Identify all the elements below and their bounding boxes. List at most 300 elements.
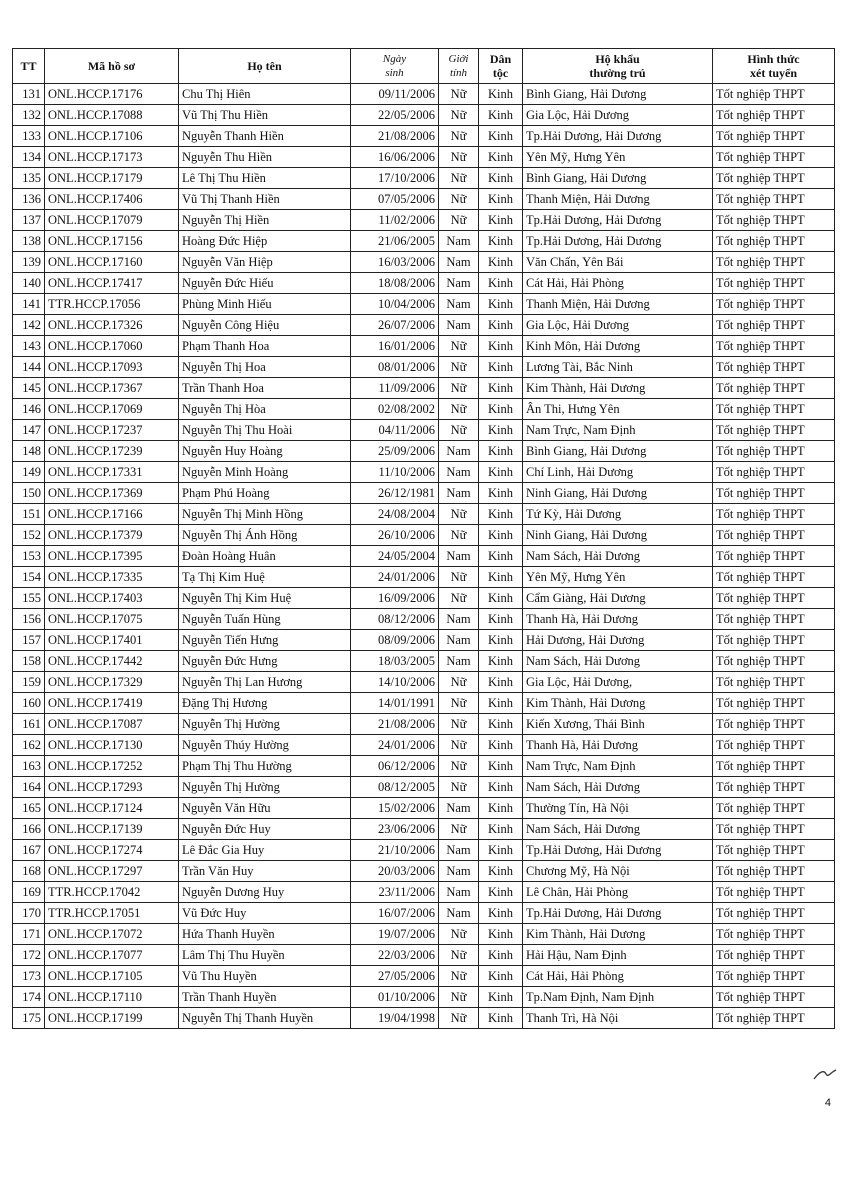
cell-code: ONL.HCCP.17369 [45, 483, 179, 504]
cell-ethnic: Kinh [479, 1008, 523, 1029]
cell-code: ONL.HCCP.17179 [45, 168, 179, 189]
cell-gender: Nữ [439, 147, 479, 168]
cell-code: ONL.HCCP.17105 [45, 966, 179, 987]
cell-method: Tốt nghiệp THPT [713, 147, 835, 168]
table-row [13, 210, 835, 231]
cell-name: Nguyễn Thị Hòa [179, 399, 351, 420]
cell-dob: 21/08/2006 [351, 126, 439, 147]
cell-ethnic: Kinh [479, 672, 523, 693]
cell-address: Văn Chấn, Yên Bái [523, 252, 713, 273]
cell-address: Kim Thành, Hải Dương [523, 924, 713, 945]
table-row [13, 105, 835, 126]
cell-ethnic: Kinh [479, 567, 523, 588]
cell-tt: 149 [13, 462, 45, 483]
header-dob-line2: sinh [385, 67, 404, 79]
cell-code: ONL.HCCP.17077 [45, 945, 179, 966]
cell-code: ONL.HCCP.17379 [45, 525, 179, 546]
cell-code: ONL.HCCP.17060 [45, 336, 179, 357]
cell-tt: 174 [13, 987, 45, 1008]
cell-ethnic: Kinh [479, 651, 523, 672]
cell-gender: Nữ [439, 588, 479, 609]
cell-method: Tốt nghiệp THPT [713, 651, 835, 672]
cell-code: ONL.HCCP.17293 [45, 777, 179, 798]
cell-method: Tốt nghiệp THPT [713, 672, 835, 693]
cell-ethnic: Kinh [479, 777, 523, 798]
cell-address: Chí Linh, Hải Dương [523, 462, 713, 483]
cell-tt: 134 [13, 147, 45, 168]
cell-address: Bình Giang, Hải Dương [523, 168, 713, 189]
cell-address: Kinh Môn, Hải Dương [523, 336, 713, 357]
cell-method: Tốt nghiệp THPT [713, 798, 835, 819]
cell-dob: 16/06/2006 [351, 147, 439, 168]
header-gender-line2: tính [449, 67, 468, 79]
cell-method: Tốt nghiệp THPT [713, 609, 835, 630]
table-row [13, 84, 835, 105]
table-row [13, 651, 835, 672]
table-row [13, 777, 835, 798]
cell-tt: 148 [13, 441, 45, 462]
cell-tt: 141 [13, 294, 45, 315]
cell-method: Tốt nghiệp THPT [713, 294, 835, 315]
cell-method: Tốt nghiệp THPT [713, 252, 835, 273]
cell-code: ONL.HCCP.17403 [45, 588, 179, 609]
page-number: 4 [824, 1097, 831, 1109]
table-row [13, 987, 835, 1008]
cell-code: ONL.HCCP.17106 [45, 126, 179, 147]
cell-ethnic: Kinh [479, 630, 523, 651]
table-row [13, 966, 835, 987]
cell-tt: 166 [13, 819, 45, 840]
cell-address: Nam Sách, Hải Dương [523, 546, 713, 567]
cell-address: Tp.Hải Dương, Hải Dương [523, 231, 713, 252]
cell-tt: 131 [13, 84, 45, 105]
cell-method: Tốt nghiệp THPT [713, 315, 835, 336]
table-row [13, 525, 835, 546]
header-gender [439, 49, 479, 84]
table-row [13, 819, 835, 840]
cell-ethnic: Kinh [479, 525, 523, 546]
cell-ethnic: Kinh [479, 903, 523, 924]
cell-code: ONL.HCCP.17239 [45, 441, 179, 462]
cell-address: Kim Thành, Hải Dương [523, 693, 713, 714]
cell-ethnic: Kinh [479, 546, 523, 567]
cell-gender: Nữ [439, 756, 479, 777]
cell-tt: 159 [13, 672, 45, 693]
cell-gender: Nam [439, 441, 479, 462]
cell-ethnic: Kinh [479, 945, 523, 966]
cell-ethnic: Kinh [479, 231, 523, 252]
cell-code: ONL.HCCP.17252 [45, 756, 179, 777]
cell-address: Thanh Hà, Hải Dương [523, 609, 713, 630]
cell-address: Thanh Hà, Hải Dương [523, 735, 713, 756]
cell-tt: 167 [13, 840, 45, 861]
cell-name: Phùng Minh Hiếu [179, 294, 351, 315]
cell-dob: 24/01/2006 [351, 735, 439, 756]
cell-dob: 08/12/2005 [351, 777, 439, 798]
cell-code: ONL.HCCP.17401 [45, 630, 179, 651]
cell-method: Tốt nghiệp THPT [713, 945, 835, 966]
cell-gender: Nữ [439, 105, 479, 126]
header-dob-line1: Ngày [382, 53, 407, 65]
cell-address: Thanh Miện, Hải Dương [523, 294, 713, 315]
header-method-line2: xét tuyển [750, 66, 797, 80]
cell-code: ONL.HCCP.17166 [45, 504, 179, 525]
cell-address: Gia Lộc, Hải Dương [523, 315, 713, 336]
cell-ethnic: Kinh [479, 966, 523, 987]
cell-gender: Nữ [439, 1008, 479, 1029]
cell-method: Tốt nghiệp THPT [713, 231, 835, 252]
cell-tt: 154 [13, 567, 45, 588]
cell-address: Thanh Miện, Hải Dương [523, 189, 713, 210]
cell-ethnic: Kinh [479, 588, 523, 609]
cell-dob: 17/10/2006 [351, 168, 439, 189]
cell-method: Tốt nghiệp THPT [713, 693, 835, 714]
table-row [13, 462, 835, 483]
cell-code: TTR.HCCP.17042 [45, 882, 179, 903]
cell-tt: 156 [13, 609, 45, 630]
cell-tt: 170 [13, 903, 45, 924]
cell-address: Tp.Hải Dương, Hải Dương [523, 126, 713, 147]
cell-method: Tốt nghiệp THPT [713, 105, 835, 126]
cell-tt: 146 [13, 399, 45, 420]
cell-ethnic: Kinh [479, 147, 523, 168]
cell-code: TTR.HCCP.17051 [45, 903, 179, 924]
cell-ethnic: Kinh [479, 126, 523, 147]
cell-address: Thanh Trì, Hà Nội [523, 1008, 713, 1029]
cell-gender: Nam [439, 315, 479, 336]
cell-tt: 162 [13, 735, 45, 756]
cell-ethnic: Kinh [479, 252, 523, 273]
cell-address: Ninh Giang, Hải Dương [523, 483, 713, 504]
table-row [13, 315, 835, 336]
cell-dob: 21/06/2005 [351, 231, 439, 252]
cell-code: TTR.HCCP.17056 [45, 294, 179, 315]
cell-dob: 16/09/2006 [351, 588, 439, 609]
cell-ethnic: Kinh [479, 210, 523, 231]
table-row [13, 945, 835, 966]
cell-ethnic: Kinh [479, 840, 523, 861]
cell-gender: Nam [439, 609, 479, 630]
cell-method: Tốt nghiệp THPT [713, 84, 835, 105]
cell-name: Nguyễn Đức Huy [179, 819, 351, 840]
cell-dob: 23/11/2006 [351, 882, 439, 903]
cell-code: ONL.HCCP.17156 [45, 231, 179, 252]
cell-gender: Nữ [439, 420, 479, 441]
table-row [13, 189, 835, 210]
cell-address: Tp.Nam Định, Nam Định [523, 987, 713, 1008]
cell-dob: 02/08/2002 [351, 399, 439, 420]
cell-name: Nguyễn Thị Kim Huệ [179, 588, 351, 609]
table-row [13, 546, 835, 567]
cell-method: Tốt nghiệp THPT [713, 189, 835, 210]
cell-tt: 144 [13, 357, 45, 378]
cell-name: Đoàn Hoàng Huân [179, 546, 351, 567]
cell-dob: 20/03/2006 [351, 861, 439, 882]
header-name: Họ tên [179, 49, 351, 84]
cell-dob: 21/08/2006 [351, 714, 439, 735]
cell-method: Tốt nghiệp THPT [713, 483, 835, 504]
cell-method: Tốt nghiệp THPT [713, 630, 835, 651]
cell-dob: 16/01/2006 [351, 336, 439, 357]
cell-method: Tốt nghiệp THPT [713, 777, 835, 798]
cell-dob: 26/10/2006 [351, 525, 439, 546]
cell-ethnic: Kinh [479, 105, 523, 126]
cell-dob: 15/02/2006 [351, 798, 439, 819]
cell-code: ONL.HCCP.17199 [45, 1008, 179, 1029]
cell-tt: 155 [13, 588, 45, 609]
cell-code: ONL.HCCP.17331 [45, 462, 179, 483]
cell-method: Tốt nghiệp THPT [713, 567, 835, 588]
cell-address: Yên Mỹ, Hưng Yên [523, 147, 713, 168]
cell-ethnic: Kinh [479, 609, 523, 630]
cell-gender: Nữ [439, 168, 479, 189]
cell-code: ONL.HCCP.17367 [45, 378, 179, 399]
table-row [13, 168, 835, 189]
cell-code: ONL.HCCP.17079 [45, 210, 179, 231]
cell-name: Trần Văn Huy [179, 861, 351, 882]
cell-gender: Nữ [439, 210, 479, 231]
cell-code: ONL.HCCP.17176 [45, 84, 179, 105]
table-row [13, 273, 835, 294]
cell-address: Tp.Hải Dương, Hải Dương [523, 840, 713, 861]
table-row [13, 336, 835, 357]
cell-name: Nguyễn Dương Huy [179, 882, 351, 903]
cell-code: ONL.HCCP.17442 [45, 651, 179, 672]
table-row [13, 630, 835, 651]
cell-tt: 160 [13, 693, 45, 714]
cell-name: Nguyễn Thị Minh Hồng [179, 504, 351, 525]
table-row [13, 693, 835, 714]
cell-dob: 16/07/2006 [351, 903, 439, 924]
table-row [13, 567, 835, 588]
cell-tt: 137 [13, 210, 45, 231]
table-row [13, 294, 835, 315]
cell-ethnic: Kinh [479, 378, 523, 399]
cell-code: ONL.HCCP.17297 [45, 861, 179, 882]
header-code: Mã hồ sơ [45, 49, 179, 84]
cell-name: Hoàng Đức Hiệp [179, 231, 351, 252]
cell-gender: Nữ [439, 378, 479, 399]
cell-ethnic: Kinh [479, 735, 523, 756]
cell-name: Trần Thanh Huyền [179, 987, 351, 1008]
cell-gender: Nữ [439, 84, 479, 105]
cell-code: ONL.HCCP.17069 [45, 399, 179, 420]
cell-name: Nguyễn Thị Hoa [179, 357, 351, 378]
cell-name: Nguyễn Đức Hiếu [179, 273, 351, 294]
cell-method: Tốt nghiệp THPT [713, 420, 835, 441]
cell-method: Tốt nghiệp THPT [713, 714, 835, 735]
cell-tt: 157 [13, 630, 45, 651]
cell-method: Tốt nghiệp THPT [713, 399, 835, 420]
cell-gender: Nữ [439, 189, 479, 210]
cell-gender: Nữ [439, 399, 479, 420]
table-row [13, 609, 835, 630]
cell-tt: 153 [13, 546, 45, 567]
cell-ethnic: Kinh [479, 294, 523, 315]
cell-dob: 08/12/2006 [351, 609, 439, 630]
cell-code: ONL.HCCP.17124 [45, 798, 179, 819]
table-row [13, 399, 835, 420]
cell-method: Tốt nghiệp THPT [713, 126, 835, 147]
cell-dob: 19/04/1998 [351, 1008, 439, 1029]
cell-name: Phạm Phú Hoàng [179, 483, 351, 504]
cell-tt: 169 [13, 882, 45, 903]
cell-name: Chu Thị Hiên [179, 84, 351, 105]
cell-gender: Nam [439, 546, 479, 567]
cell-gender: Nữ [439, 924, 479, 945]
cell-dob: 19/07/2006 [351, 924, 439, 945]
cell-gender: Nam [439, 231, 479, 252]
cell-gender: Nữ [439, 714, 479, 735]
cell-name: Nguyễn Tuấn Hùng [179, 609, 351, 630]
cell-tt: 143 [13, 336, 45, 357]
cell-gender: Nam [439, 903, 479, 924]
table-row [13, 147, 835, 168]
cell-gender: Nữ [439, 693, 479, 714]
cell-ethnic: Kinh [479, 861, 523, 882]
header-tt: TT [13, 49, 45, 84]
candidate-table [12, 48, 835, 1029]
cell-dob: 07/05/2006 [351, 189, 439, 210]
cell-tt: 150 [13, 483, 45, 504]
cell-name: Nguyễn Thị Thanh Huyền [179, 1008, 351, 1029]
cell-dob: 27/05/2006 [351, 966, 439, 987]
cell-tt: 139 [13, 252, 45, 273]
cell-ethnic: Kinh [479, 189, 523, 210]
cell-method: Tốt nghiệp THPT [713, 861, 835, 882]
cell-tt: 145 [13, 378, 45, 399]
cell-address: Hải Dương, Hải Dương [523, 630, 713, 651]
cell-gender: Nữ [439, 966, 479, 987]
header-ethnic-line1: Dân [489, 52, 512, 66]
table-row [13, 357, 835, 378]
cell-name: Nguyễn Công Hiệu [179, 315, 351, 336]
cell-name: Nguyễn Thu Hiền [179, 147, 351, 168]
cell-address: Ninh Giang, Hải Dương [523, 525, 713, 546]
cell-name: Nguyễn Văn Hữu [179, 798, 351, 819]
cell-method: Tốt nghiệp THPT [713, 903, 835, 924]
cell-address: Gia Lộc, Hải Dương, [523, 672, 713, 693]
cell-name: Nguyễn Thị Hường [179, 777, 351, 798]
cell-name: Nguyễn Thị Hiền [179, 210, 351, 231]
cell-dob: 11/02/2006 [351, 210, 439, 231]
cell-method: Tốt nghiệp THPT [713, 462, 835, 483]
cell-method: Tốt nghiệp THPT [713, 210, 835, 231]
cell-name: Vũ Thị Thu Hiền [179, 105, 351, 126]
cell-ethnic: Kinh [479, 168, 523, 189]
table-row [13, 903, 835, 924]
cell-method: Tốt nghiệp THPT [713, 819, 835, 840]
cell-code: ONL.HCCP.17093 [45, 357, 179, 378]
cell-gender: Nữ [439, 819, 479, 840]
cell-code: ONL.HCCP.17160 [45, 252, 179, 273]
cell-name: Vũ Thu Huyền [179, 966, 351, 987]
cell-name: Lê Đắc Gia Huy [179, 840, 351, 861]
cell-address: Nam Trực, Nam Định [523, 420, 713, 441]
cell-gender: Nam [439, 252, 479, 273]
table-row [13, 378, 835, 399]
cell-method: Tốt nghiệp THPT [713, 168, 835, 189]
cell-dob: 11/09/2006 [351, 378, 439, 399]
cell-method: Tốt nghiệp THPT [713, 546, 835, 567]
cell-dob: 24/05/2004 [351, 546, 439, 567]
cell-gender: Nữ [439, 126, 479, 147]
cell-tt: 138 [13, 231, 45, 252]
cell-dob: 26/12/1981 [351, 483, 439, 504]
cell-code: ONL.HCCP.17419 [45, 693, 179, 714]
header-method-line1: Hình thức [747, 52, 800, 66]
cell-address: Kim Thành, Hải Dương [523, 378, 713, 399]
cell-ethnic: Kinh [479, 357, 523, 378]
cell-tt: 171 [13, 924, 45, 945]
table-row [13, 798, 835, 819]
cell-gender: Nữ [439, 504, 479, 525]
cell-code: ONL.HCCP.17088 [45, 105, 179, 126]
cell-gender: Nữ [439, 987, 479, 1008]
cell-name: Nguyễn Huy Hoàng [179, 441, 351, 462]
cell-code: ONL.HCCP.17139 [45, 819, 179, 840]
cell-method: Tốt nghiệp THPT [713, 378, 835, 399]
cell-name: Nguyễn Thị Hường [179, 714, 351, 735]
table-row [13, 672, 835, 693]
cell-address: Chương Mỹ, Hà Nội [523, 861, 713, 882]
cell-code: ONL.HCCP.17072 [45, 924, 179, 945]
cell-dob: 08/09/2006 [351, 630, 439, 651]
table-row [13, 714, 835, 735]
cell-code: ONL.HCCP.17130 [45, 735, 179, 756]
cell-tt: 151 [13, 504, 45, 525]
cell-address: Nam Trực, Nam Định [523, 756, 713, 777]
cell-tt: 132 [13, 105, 45, 126]
cell-ethnic: Kinh [479, 504, 523, 525]
cell-ethnic: Kinh [479, 84, 523, 105]
cell-tt: 135 [13, 168, 45, 189]
cell-dob: 01/10/2006 [351, 987, 439, 1008]
cell-tt: 133 [13, 126, 45, 147]
cell-gender: Nữ [439, 672, 479, 693]
cell-code: ONL.HCCP.17329 [45, 672, 179, 693]
cell-dob: 14/01/1991 [351, 693, 439, 714]
header-ethnic-line2: tộc [492, 66, 509, 80]
header-dob [351, 49, 439, 84]
table-row [13, 882, 835, 903]
table-row [13, 441, 835, 462]
cell-tt: 158 [13, 651, 45, 672]
cell-tt: 168 [13, 861, 45, 882]
cell-name: Nguyễn Đức Hưng [179, 651, 351, 672]
cell-tt: 172 [13, 945, 45, 966]
header-address-line1: Hộ khẩu [595, 52, 640, 66]
cell-address: Cát Hải, Hải Phòng [523, 966, 713, 987]
cell-dob: 09/11/2006 [351, 84, 439, 105]
cell-method: Tốt nghiệp THPT [713, 357, 835, 378]
table-row [13, 756, 835, 777]
cell-method: Tốt nghiệp THPT [713, 588, 835, 609]
cell-gender: Nữ [439, 945, 479, 966]
cell-dob: 24/01/2006 [351, 567, 439, 588]
cell-code: ONL.HCCP.17274 [45, 840, 179, 861]
table-row [13, 861, 835, 882]
cell-method: Tốt nghiệp THPT [713, 840, 835, 861]
cell-method: Tốt nghiệp THPT [713, 735, 835, 756]
cell-method: Tốt nghiệp THPT [713, 966, 835, 987]
cell-tt: 164 [13, 777, 45, 798]
cell-name: Nguyễn Thanh Hiền [179, 126, 351, 147]
cell-address: Tp.Hải Dương, Hải Dương [523, 210, 713, 231]
cell-code: ONL.HCCP.17417 [45, 273, 179, 294]
cell-ethnic: Kinh [479, 315, 523, 336]
cell-gender: Nam [439, 840, 479, 861]
